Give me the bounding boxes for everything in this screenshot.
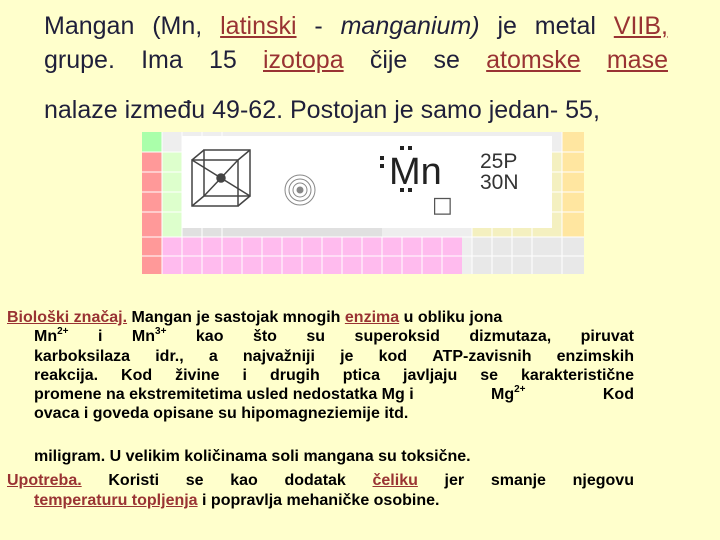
bio-word: dizmutaza,: [469, 328, 552, 345]
latinski-link[interactable]: latinski: [220, 12, 297, 40]
bio-word: karboksilaza: [34, 348, 131, 365]
bio-word: reakcija.: [34, 367, 99, 384]
bio-word: drugih: [269, 367, 320, 384]
bio-text: Mangan je sastojak mnogih: [131, 309, 341, 326]
element-symbol: Mn: [389, 151, 442, 193]
intro-word: je: [497, 12, 517, 40]
bio-line-2: [34, 328, 634, 346]
bio-word: idr.,: [155, 348, 184, 365]
electron-shell-icon: [285, 175, 315, 205]
usage-line-1: miligram. U velikim količinama soli mangana su toksične.: [34, 448, 471, 465]
bio-word: kod: [378, 348, 408, 365]
intro-line-3: nalaze između 49-62. Postojan je samo jedan- 55,: [44, 96, 600, 124]
mn-symbol: Mn: [34, 328, 58, 345]
bio-word: najvažniji: [242, 348, 315, 365]
bio-word: što: [252, 328, 277, 345]
intro-line-1: [44, 12, 668, 41]
hydrogen-cell: [142, 132, 162, 152]
usage-word: dodatak: [284, 472, 346, 489]
bio-word: živine: [175, 367, 220, 384]
mn-symbol: Mn: [131, 328, 156, 345]
bio-word: ptica: [342, 367, 381, 384]
bio-word: piruvat: [580, 328, 634, 345]
usage-word: njegovu: [572, 472, 634, 489]
bio-word: superoksid: [354, 328, 440, 345]
bio-word: ATP-zavisnih: [432, 348, 532, 365]
intro-word: čije: [369, 46, 408, 74]
mn2-ion: [34, 328, 69, 346]
bio-word: se: [480, 367, 499, 384]
mg-symbol: Mg: [491, 386, 515, 403]
usage-line-3: [34, 492, 439, 510]
bio-word: kao: [195, 328, 224, 345]
intro-word: manganium): [340, 12, 480, 40]
charge: 2+: [514, 384, 526, 395]
bio-line-3: [34, 348, 634, 366]
bio-word: karakteristične: [521, 367, 634, 384]
bio-heading-link[interactable]: Biološki značaj.: [7, 309, 128, 326]
temperatura-topljenja-link[interactable]: temperaturu topljenja: [34, 492, 198, 509]
usage-text: i popravlja mehaničke osobine.: [202, 492, 440, 509]
bio-word: Kod: [602, 386, 634, 403]
bio-word: su: [306, 328, 326, 345]
mg2-ion: [491, 386, 526, 404]
bio-text: u obliku jona: [403, 309, 503, 326]
bio-line-5: [34, 386, 634, 404]
enzima-link[interactable]: enzima: [344, 309, 400, 326]
bio-text: promene na ekstremitetima usled nedostatka Mg i: [34, 386, 414, 403]
upotreba-link[interactable]: Upotreba.: [7, 472, 82, 489]
mase-link[interactable]: mase: [606, 46, 668, 74]
usage-word: jer: [444, 472, 465, 489]
charge: 2+: [57, 326, 69, 337]
bio-word: javljaju: [403, 367, 458, 384]
usage-word: smanje: [490, 472, 546, 489]
usage-word: kao: [230, 472, 258, 489]
atomske-link[interactable]: atomske: [486, 46, 581, 74]
intro-word: (Mn,: [152, 12, 203, 40]
intro-word: -: [314, 12, 323, 40]
noble-gas-column: [562, 132, 584, 237]
bio-word: i: [97, 328, 103, 345]
bio-line-1: [7, 309, 502, 327]
periodic-table-image: [142, 132, 584, 274]
bio-line-6: ovaca i goveda opisane su hipomagneziemije itd.: [34, 405, 409, 422]
group1-column: [142, 132, 162, 274]
mn3-ion: [132, 328, 167, 346]
intro-word: 15: [208, 46, 237, 74]
bio-word: Kod: [121, 367, 153, 384]
usage-line-2: [7, 472, 634, 490]
izotopa-link[interactable]: izotopa: [263, 46, 344, 74]
bio-word: i: [242, 367, 247, 384]
charge: 3+: [155, 326, 167, 337]
intro-word: Mangan: [44, 12, 135, 40]
intro-word: Ima: [141, 46, 183, 74]
usage-word: se: [185, 472, 204, 489]
proton-count: 25P: [480, 150, 518, 173]
bio-line-4: [34, 367, 634, 385]
bio-word: je: [340, 348, 354, 365]
intro-word: grupe.: [44, 46, 115, 74]
periodic-table-graphic: [142, 132, 584, 274]
usage-word: Koristi: [108, 472, 160, 489]
intro-word: metal: [534, 12, 596, 40]
bio-word: a: [208, 348, 218, 365]
neutron-count: 30N: [480, 171, 519, 194]
bio-word: enzimskih: [556, 348, 634, 365]
placeholder-box-icon: □: [432, 193, 453, 218]
viib-link[interactable]: VIIB,: [613, 12, 668, 40]
intro-line-2: [44, 46, 668, 75]
celiku-link[interactable]: čeliku: [372, 472, 418, 489]
intro-word: se: [433, 46, 460, 74]
